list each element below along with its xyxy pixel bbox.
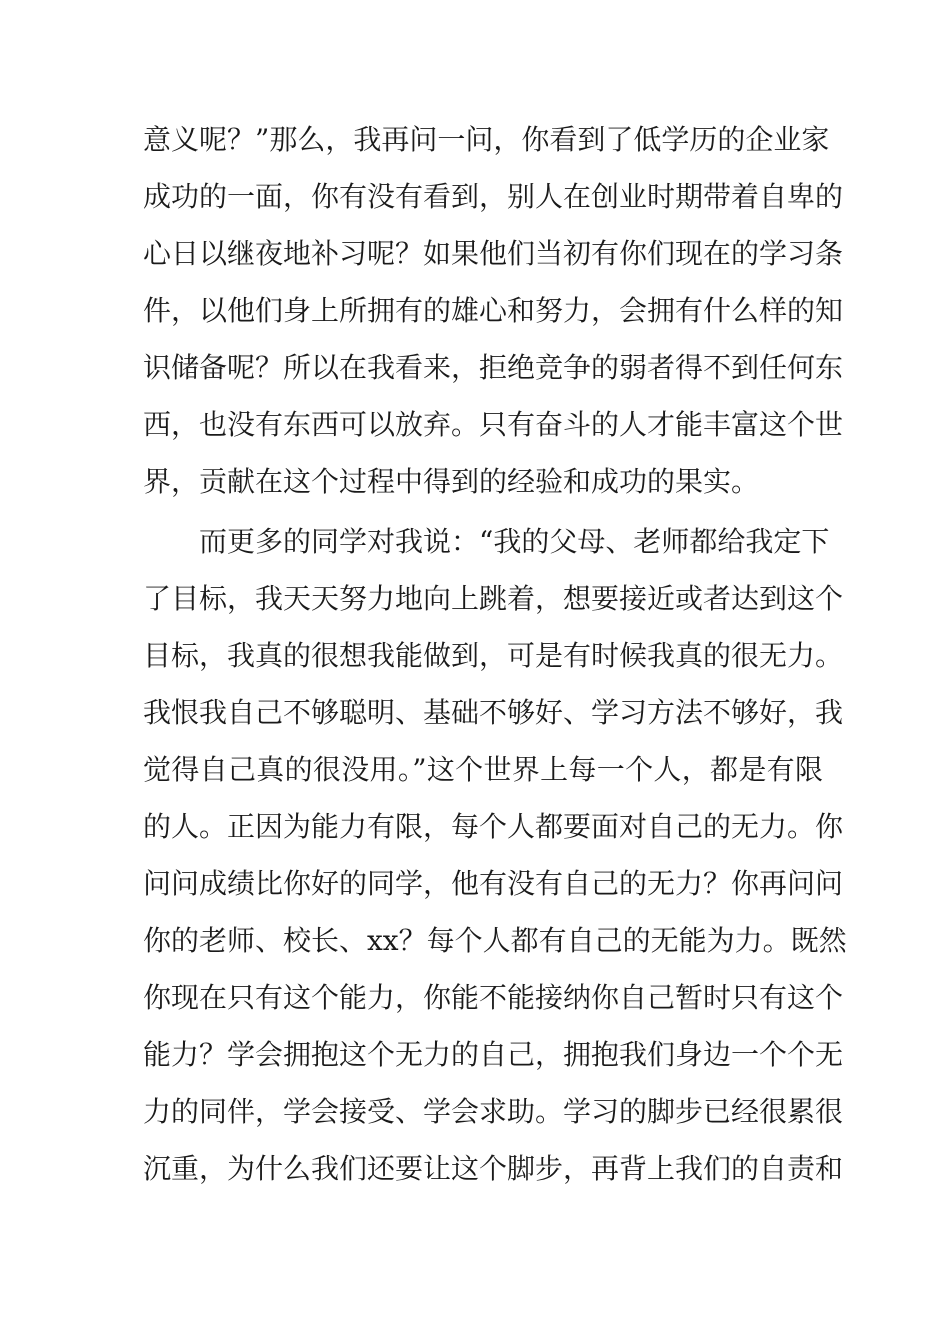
text-line: 件，以他们身上所拥有的雄心和努力，会拥有什么样的知 xyxy=(143,294,844,327)
text-line: 意义呢？”那么，我再问一问，你看到了低学历的企业家 xyxy=(143,123,830,156)
text-line: 心日以继夜地补习呢？如果他们当初有你们现在的学习条 xyxy=(143,237,844,270)
text-line: 识储备呢？所以在我看来，拒绝竞争的弱者得不到任何东 xyxy=(143,351,844,384)
text-line: 你现在只有这个能力，你能不能接纳你自己暂时只有这个 xyxy=(143,981,844,1014)
text-line: 的人。正因为能力有限，每个人都要面对自己的无力。你 xyxy=(143,810,844,843)
text-line: 目标，我真的很想我能做到，可是有时候我真的很无力。 xyxy=(143,639,844,672)
text-line: 能力？学会拥抱这个无力的自己，拥抱我们身边一个个无 xyxy=(143,1038,844,1071)
text-line: 了目标，我天天努力地向上跳着，想要接近或者达到这个 xyxy=(143,582,844,615)
text-line: 觉得自己真的很没用。”这个世界上每一个人，都是有限 xyxy=(143,753,823,786)
text-line: 界，贡献在这个过程中得到的经验和成功的果实。 xyxy=(143,465,760,498)
text-line: 成功的一面，你有没有看到，别人在创业时期带着自卑的 xyxy=(143,180,844,213)
text-line: 西，也没有东西可以放弃。只有奋斗的人才能丰富这个世 xyxy=(143,408,844,441)
text-line: 沉重，为什么我们还要让这个脚步，再背上我们的自责和 xyxy=(143,1152,844,1185)
text-line: 力的同伴，学会接受、学会求助。学习的脚步已经很累很 xyxy=(143,1095,844,1128)
text-line: 我恨我自己不够聪明、基础不够好、学习方法不够好，我 xyxy=(143,696,844,729)
text-line: 你的老师、校长、xx？每个人都有自己的无能为力。既然 xyxy=(143,924,847,957)
paragraph-first-line: 而更多的同学对我说：“我的父母、老师都给我定下 xyxy=(199,525,830,558)
text-line: 问问成绩比你好的同学，他有没有自己的无力？你再问问 xyxy=(143,867,844,900)
